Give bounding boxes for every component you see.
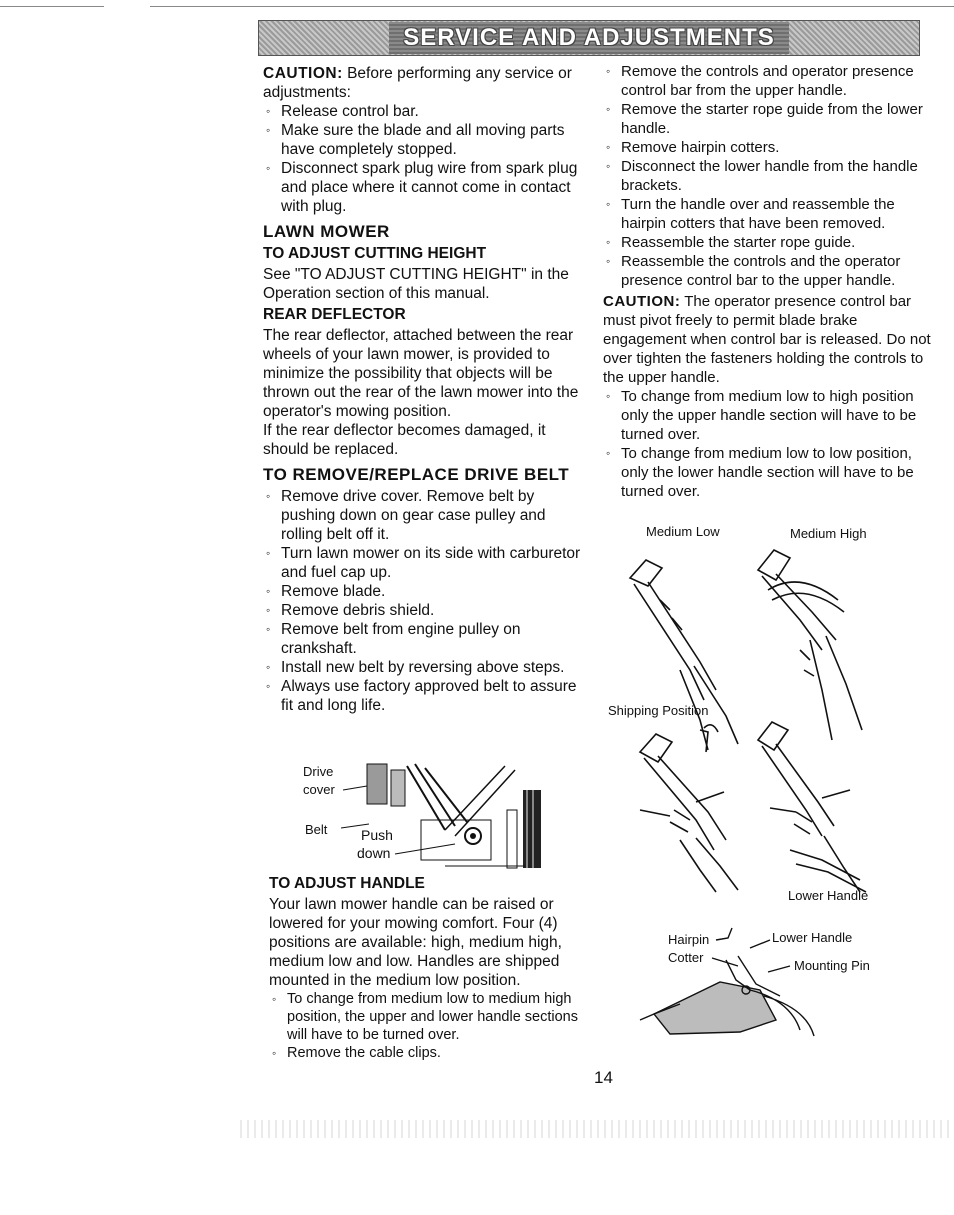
rear-deflector-text: The rear deflector, attached between the rear wheels of your lawn mower, is provided to minimize the possibility that objects will be thrown out the rear of the lawn mower into the operator's mowing position. xyxy=(263,327,579,420)
handle-medium-low-icon xyxy=(630,560,738,750)
adjust-handle-text: Your lawn mower handle can be raised or lowered for your mowing comfort. Four (4) positions are available: high, medium high, medium low and low. Handles are shipped mounted in the medium low position. xyxy=(269,896,562,989)
page-number: 14 xyxy=(594,1068,613,1087)
label-drive: Drive xyxy=(303,764,334,779)
label-down: down xyxy=(357,845,391,861)
scan-noise xyxy=(240,1120,950,1138)
list-item: ◦ Remove blade. xyxy=(263,582,585,601)
list-item: ◦ Disconnect spark plug wire from spark plug and place where it cannot come in contact with plug. xyxy=(263,159,585,216)
drive-belt-list xyxy=(263,487,585,715)
adjust-handle-heading: TO ADJUST HANDLE xyxy=(269,875,425,892)
cutting-height-heading: TO ADJUST CUTTING HEIGHT xyxy=(263,245,487,262)
handle-medium-high-icon xyxy=(758,550,862,740)
list-item: ◦ Remove the starter rope guide from the lower handle. xyxy=(603,100,933,138)
caution-text: Before performing any service or adjustments: xyxy=(263,65,572,101)
list-item: ◦ To change from medium low to low position, only the lower handle section will have to be turned over. xyxy=(603,444,933,501)
handle-section xyxy=(269,872,599,1062)
caution-paragraph xyxy=(263,64,585,102)
list-item: ◦ Reassemble the controls and the operator presence control bar to the upper handle. xyxy=(603,252,933,290)
label-medium-low: Medium Low xyxy=(646,524,720,539)
lawn-mower-heading: LAWN MOWER xyxy=(263,222,390,241)
caution-control-paragraph xyxy=(603,292,933,387)
list-item: ◦ Remove hairpin cotters. xyxy=(603,138,933,157)
handle-positions-figure xyxy=(600,520,930,1060)
top-rule-left xyxy=(0,6,104,7)
list-item: ◦ Release control bar. xyxy=(263,102,585,121)
drive-belt-heading: TO REMOVE/REPLACE DRIVE BELT xyxy=(263,465,570,484)
handle-shipping-alt-icon xyxy=(758,722,866,892)
rear-deflector-text-2: If the rear deflector becomes damaged, it should be replaced. xyxy=(263,422,546,458)
left-column xyxy=(263,64,585,715)
drive-belt-figure xyxy=(295,760,555,872)
top-rule-right xyxy=(150,6,954,7)
list-item: ◦ Make sure the blade and all moving parts have completely stopped. xyxy=(263,121,585,159)
label-cover: cover xyxy=(303,782,335,797)
label-cotter: Cotter xyxy=(668,950,704,965)
caution-label: CAUTION: xyxy=(603,293,681,310)
list-item: ◦ Remove belt from engine pulley on crankshaft. xyxy=(263,620,585,658)
cutting-height-text: See "TO ADJUST CUTTING HEIGHT" in the Operation section of this manual. xyxy=(263,266,569,302)
list-item: ◦ Remove the controls and operator presence control bar from the upper handle. xyxy=(603,62,933,100)
caution-label: CAUTION: xyxy=(263,65,343,82)
drive-cover-shape xyxy=(367,764,387,804)
list-item: ◦ Always use factory approved belt to assure fit and long life. xyxy=(263,677,585,715)
label-mounting-pin: Mounting Pin xyxy=(794,958,870,973)
handle-shipping-icon xyxy=(640,725,738,892)
label-medium-high: Medium High xyxy=(790,526,867,541)
label-hairpin: Hairpin xyxy=(668,932,710,947)
right-column xyxy=(603,62,933,501)
list-item: ◦ To change from medium low to high position only the upper handle section will have to be turned over. xyxy=(603,387,933,444)
list-item: ◦ Turn the handle over and reassemble the hairpin cotters that have been removed. xyxy=(603,195,933,233)
list-item: ◦ Disconnect the lower handle from the handle brackets. xyxy=(603,157,933,195)
banner-title: SERVICE AND ADJUSTMENTS xyxy=(389,22,789,54)
list-item: ◦ Remove debris shield. xyxy=(263,601,585,620)
list-item: ◦ Install new belt by reversing above steps. xyxy=(263,658,585,677)
list-item: ◦ Reassemble the starter rope guide. xyxy=(603,233,933,252)
adjust-handle-list xyxy=(269,990,599,1062)
list-item: ◦ To change from medium low to medium high position, the upper and lower handle sections will have to be turned over. xyxy=(269,990,599,1044)
caution-list xyxy=(263,102,585,216)
label-push: Push xyxy=(361,827,393,843)
label-belt: Belt xyxy=(305,822,328,837)
list-item: ◦ Turn lawn mower on its side with carburetor and fuel cap up. xyxy=(263,544,585,582)
list-item: ◦ Remove the cable clips. xyxy=(269,1044,599,1062)
label-shipping-position: Shipping Position xyxy=(608,703,709,718)
label-lower-handle: Lower Handle xyxy=(788,888,869,903)
caution-control-text: The operator presence control bar must pivot freely to permit blade brake engagement when control bar is released. Do not over tighten the fasteners holding the controls to the upper handle. xyxy=(603,293,931,386)
label-lower-handle-detail: Lower Handle xyxy=(772,930,853,945)
right-steps-list xyxy=(603,62,933,290)
rear-deflector-heading: REAR DEFLECTOR xyxy=(263,306,406,323)
list-item: ◦ Remove drive cover. Remove belt by pushing down on gear case pulley and rolling belt off it. xyxy=(263,487,585,544)
section-banner xyxy=(258,20,920,56)
handle-position-list xyxy=(603,387,933,501)
